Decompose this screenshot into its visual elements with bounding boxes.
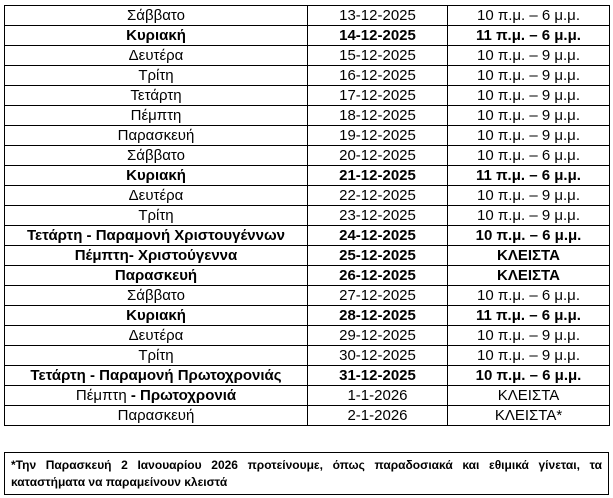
hours-cell: 10 π.μ. – 6 μ.μ. — [448, 146, 610, 166]
date-cell: 2-1-2026 — [308, 406, 448, 426]
day-cell: Σάββατο — [5, 6, 308, 26]
hours-cell: 10 π.μ. – 9 μ.μ. — [448, 66, 610, 86]
table-row — [5, 266, 610, 286]
hours-cell: ΚΛΕΙΣΤΑ — [448, 266, 610, 286]
hours-cell: 11 π.μ. – 6 μ.μ. — [448, 26, 610, 46]
table-row — [5, 346, 610, 366]
day-cell — [5, 386, 308, 406]
table-row — [5, 6, 610, 26]
day-name: Πέμπτη — [75, 387, 127, 404]
holiday-name: - Πρωτοχρονιά — [126, 387, 237, 404]
hours-cell: 11 π.μ. – 6 μ.μ. — [448, 166, 610, 186]
day-cell: Παρασκευή — [5, 406, 308, 426]
table-row — [5, 106, 610, 126]
day-cell: Πέμπτη — [5, 106, 308, 126]
date-cell: 14-12-2025 — [308, 26, 448, 46]
date-cell: 20-12-2025 — [308, 146, 448, 166]
hours-cell: ΚΛΕΙΣΤΑ — [448, 386, 610, 406]
date-cell: 28-12-2025 — [308, 306, 448, 326]
date-cell: 23-12-2025 — [308, 206, 448, 226]
date-cell: 15-12-2025 — [308, 46, 448, 66]
date-cell: 16-12-2025 — [308, 66, 448, 86]
day-cell: Τετάρτη - Παραμονή Χριστουγέννων — [5, 226, 308, 246]
hours-cell: 10 π.μ. – 9 μ.μ. — [448, 46, 610, 66]
day-cell: Πέμπτη- Χριστούγεννα — [5, 246, 308, 266]
day-cell: Τρίτη — [5, 206, 308, 226]
table-row — [5, 226, 610, 246]
date-cell: 17-12-2025 — [308, 86, 448, 106]
table-row — [5, 406, 610, 426]
hours-cell: 11 π.μ. – 6 μ.μ. — [448, 306, 610, 326]
day-cell: Κυριακή — [5, 26, 308, 46]
day-cell: Τρίτη — [5, 346, 308, 366]
table-row — [5, 86, 610, 106]
table-row — [5, 126, 610, 146]
hours-cell: 10 π.μ. – 9 μ.μ. — [448, 186, 610, 206]
day-cell: Σάββατο — [5, 286, 308, 306]
date-cell: 13-12-2025 — [308, 6, 448, 26]
hours-cell: 10 π.μ. – 6 μ.μ. — [448, 6, 610, 26]
table-row — [5, 326, 610, 346]
hours-cell: ΚΛΕΙΣΤΑ — [448, 246, 610, 266]
date-cell: 26-12-2025 — [308, 266, 448, 286]
date-cell: 25-12-2025 — [308, 246, 448, 266]
table-row — [5, 206, 610, 226]
date-cell: 29-12-2025 — [308, 326, 448, 346]
date-cell: 21-12-2025 — [308, 166, 448, 186]
date-cell: 31-12-2025 — [308, 366, 448, 386]
day-cell: Κυριακή — [5, 306, 308, 326]
day-cell: Δευτέρα — [5, 186, 308, 206]
day-cell: Παρασκευή — [5, 126, 308, 146]
table-row — [5, 366, 610, 386]
table-row — [5, 66, 610, 86]
day-cell: Σάββατο — [5, 146, 308, 166]
day-cell: Τετάρτη - Παραμονή Πρωτοχρονιάς — [5, 366, 308, 386]
hours-cell: 10 π.μ. – 9 μ.μ. — [448, 346, 610, 366]
hours-cell: 10 π.μ. – 9 μ.μ. — [448, 106, 610, 126]
date-cell: 19-12-2025 — [308, 126, 448, 146]
day-cell: Δευτέρα — [5, 326, 308, 346]
table-row — [5, 306, 610, 326]
date-cell: 22-12-2025 — [308, 186, 448, 206]
date-cell: 18-12-2025 — [308, 106, 448, 126]
hours-cell: 10 π.μ. – 9 μ.μ. — [448, 326, 610, 346]
date-cell: 1-1-2026 — [308, 386, 448, 406]
day-cell: Τρίτη — [5, 66, 308, 86]
table-row — [5, 26, 610, 46]
hours-cell: 10 π.μ. – 9 μ.μ. — [448, 126, 610, 146]
hours-cell: 10 π.μ. – 6 μ.μ. — [448, 226, 610, 246]
date-cell: 30-12-2025 — [308, 346, 448, 366]
hours-cell: 10 π.μ. – 9 μ.μ. — [448, 86, 610, 106]
table-row — [5, 386, 610, 406]
day-cell: Κυριακή — [5, 166, 308, 186]
hours-cell: 10 π.μ. – 6 μ.μ. — [448, 286, 610, 306]
table-row — [5, 286, 610, 306]
table-row — [5, 166, 610, 186]
opening-hours-table — [4, 5, 610, 426]
hours-cell: ΚΛΕΙΣΤΑ* — [448, 406, 610, 426]
date-cell: 27-12-2025 — [308, 286, 448, 306]
table-row — [5, 186, 610, 206]
day-cell: Δευτέρα — [5, 46, 308, 66]
day-cell: Τετάρτη — [5, 86, 308, 106]
day-cell: Παρασκευή — [5, 266, 308, 286]
hours-cell: 10 π.μ. – 9 μ.μ. — [448, 206, 610, 226]
table-row — [5, 46, 610, 66]
table-row — [5, 146, 610, 166]
date-cell: 24-12-2025 — [308, 226, 448, 246]
hours-cell: 10 π.μ. – 6 μ.μ. — [448, 366, 610, 386]
table-row — [5, 246, 610, 266]
footnote: *Την Παρασκευή 2 Ιανουαρίου 2026 προτείνουμε, όπως παραδοσιακά και εθιμικά γίνεται, τα καταστήματα να παραμείνουν κλειστά — [4, 452, 609, 495]
